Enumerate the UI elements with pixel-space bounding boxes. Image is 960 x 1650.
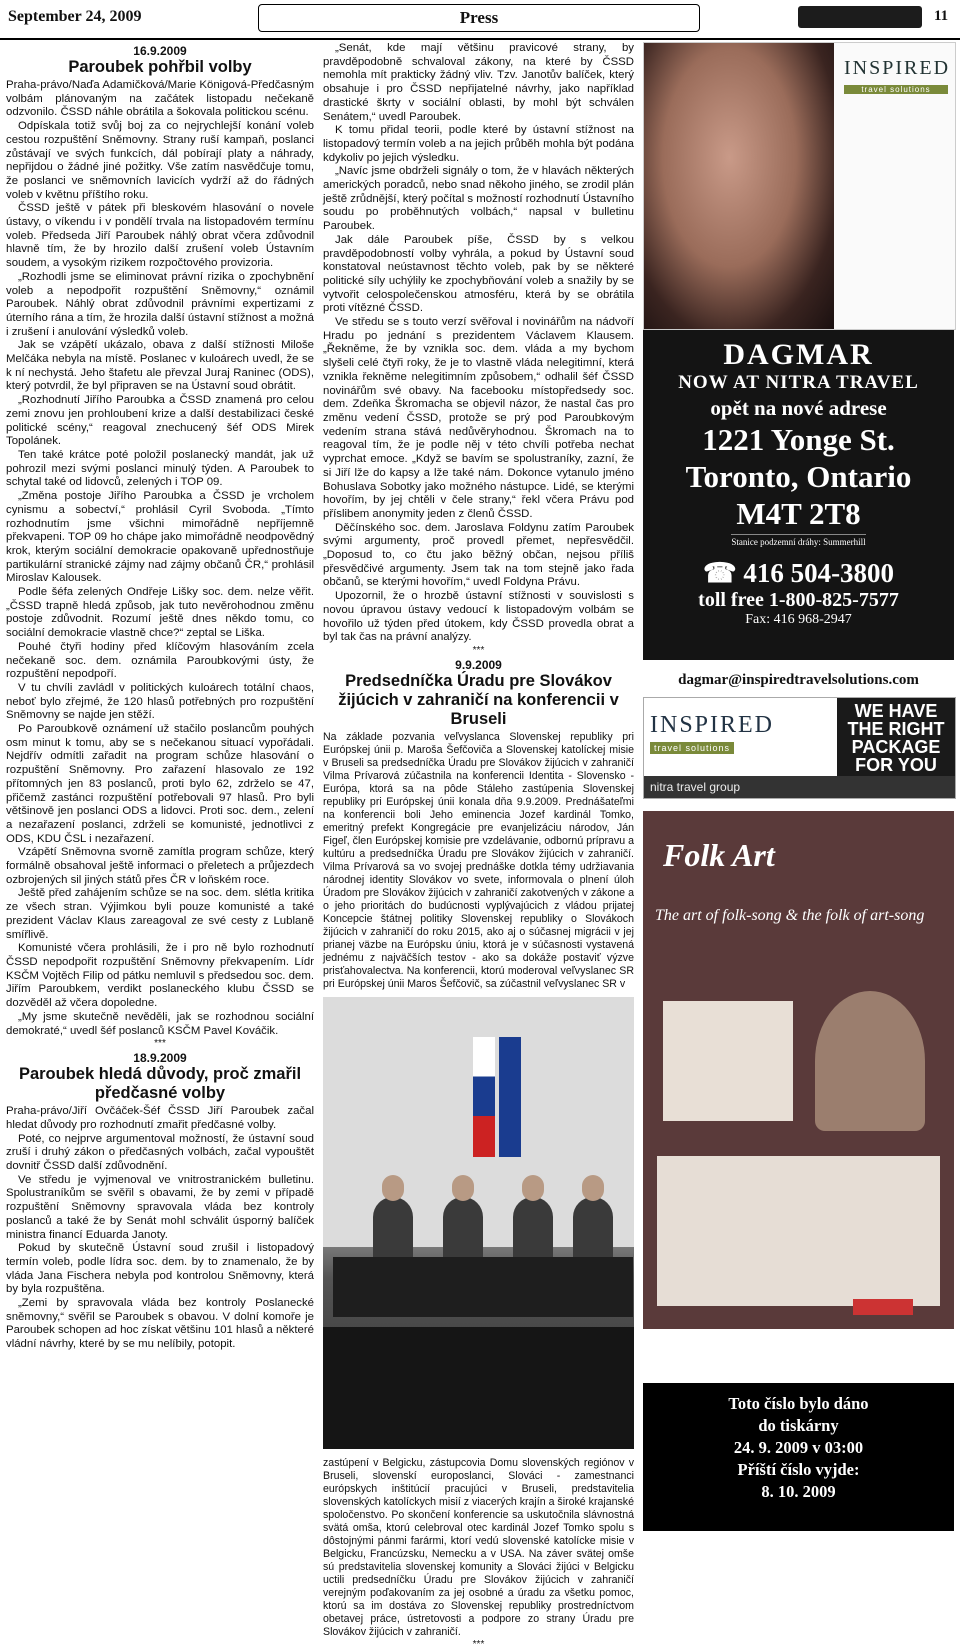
article-paragraph: Ve středu je vyjmenoval ve vnitrostranickém bulletinu. Spolustraníkům se svěřil s obavami, že by zemi v případě rozpuštění Sněmovny spravovala vláda bez kontroly poslanců a také že by Senát mohl schválit úsporný balíček ministra financí Eduarda Janoty.	[6, 1173, 314, 1241]
section-separator: ***	[472, 644, 485, 656]
print-info-line: Příští číslo vyjde:	[737, 1460, 860, 1479]
ad-subheadline: The art of folk-song & the folk of art-song	[655, 907, 925, 924]
print-info-line: Toto číslo bylo dáno	[728, 1394, 869, 1413]
print-info-line: 24. 9. 2009 v 03:00	[733, 1438, 864, 1457]
article-date: 18.9.2009	[133, 1051, 187, 1066]
folk-art-illustration	[815, 991, 925, 1131]
column-2	[323, 42, 634, 1650]
audience	[323, 1327, 634, 1449]
article-title: Paroubek hledá důvody, proč zmařil předčasné volby	[18, 1065, 302, 1103]
article-paragraph: Po Paroubkově oznámení už stačilo poslancům pouhých osm minut k tomu, aby se s nečekanou situací vypořádali. Nejdřív odmítli zařadit na program schůze hlasování o rozpuštění Sněmovny. Pro zařazení hlasovalo ze 192 přítomných jen 83 poslanců, proti bylo 62, zdrželo se 47, přičemž zastánci rozpuštění potřebovali 97 hlasů. Pro byli většinově jen poslanci ODS a lidovci. Proti soc. dem., zelení a nezařazení poslanci, zdrželi se komunisté, jednotlivci z ODS, KDU ČSL i nezařazení.	[6, 723, 314, 845]
article-paragraph: Podle šéfa zelených Ondřeje Lišky soc. dem. nelze věřit. „ČSSD trapně hledá způsob, jak tuto nevěrohodnou změnu postoje zdůvodnit. Rozumí ještě dnes někdo tomu, co sociální demokracie vlastně chce?“ zeptal se Liška.	[6, 586, 314, 640]
dagmar-nitra-ad	[643, 330, 954, 660]
advert-column	[643, 42, 954, 1531]
ad-details-box	[657, 1156, 940, 1306]
article-paragraph: Jak se vzápětí ukázalo, obava z další stížnosti Miloše Melčáka nebyla na místě. Poslanec v kuloárech uvedl, že se k ní nechystá. Jeho štafetu ale převzal Juraj Raninec (ODS), který potvrdil, že byl připraven se na Ústavní soud obrátit.	[6, 339, 314, 393]
article-paragraph: Praha-právo/Jiří Ovčáček-Šéf ČSSD Jiří Paroubek začal hledat důvody pro rozhodnutí zmařit předčasné volby.	[6, 1105, 314, 1131]
page-header	[0, 0, 960, 40]
toll-free-number: toll free 1-800-825-7577	[698, 589, 899, 611]
article-paragraph: Na základe pozvania veľvyslanca Slovenskej republiky pri Európskej únii p. Maroša Šefčoviča a Slovenskej katolíckej misie v Bruseli sa predsedníčka Úradu pre Slovákov žijúcich v zahraničí Vilma Prívarová zúčastnila na konferencii Identita - Slovensko - Európa, ktorá sa na pôde Stáleho zastúpenia Slovenskej republiky pri Európskej únii konala dňa 9.9.2009. Prednášateľmi na konferencii boli Jeho eminencia Jozef kardinál Tomko, emeritný prefekt Kongregácie pre evanjelizáciu národov, Ján Figeľ, člen Európskej komisie pre vzdelávanie, odbornú prípravu a kultúru a predsedníčka Úradu pre Slovákov žijúcich v zahraničí. Vilma Prívarová sa vo svojej prednáške dotkla témy udržiavania národnej identity Slovákov vo svete, informovala o plnení úloh Úradom pre Slovákov žijúcich v zahraničí zakotvených v zákone a o jeho prioritách do budúcnosti vyplývajúcich z vládou prijatej Koncepcie štátnej politiky Slovenskej republiky o Slovákoch žijúcich v zahraničí do roku 2015, ako aj o súčasnej migrácii v jej prianej väzbe na Európsku úniu, ktorá je v súčasnosti vystavená jednému z najväčších testov - ako sa dokáže postaviť výzve prisťahovalectva. Na konferencii, ktorú moderoval veľvyslanec SR pri Európskej únii Maros Šefčovič, sa zúčastnil veľvyslanec SR v	[323, 730, 634, 990]
article-paragraph: „Změna postoje Jiřího Paroubka a ČSSD je vrcholem cynismu a sobectví,“ prohlásil Cyril Svoboda. „Tímto rozhodnutím jsme všichni mimořádně nepříjemně překvapeni. TOP 09 ho chápe jako mimořádně neodpovědný krok, kterým sociální demokracie opakovaně upřednostňuje partikulární stranické zájmy nad zájmy občanů ČR,“ prohlásil Miroslav Kalousek.	[6, 490, 314, 585]
article-paragraph: „Rozhodli jsme se eliminovat právní rizika o zpochybnění voleb a nepodpořit rozpuštění Sněmovny,“ oznámil Paroubek. Náhlý obrat zdůvodnil právními expertizami z úterního rána a tím, že hrozila další ústavní stížnost a možná i zrušení i anulování výsledků voleb.	[6, 270, 314, 338]
article-paragraph: „Rozhodnutí Jiřího Paroubka a ČSSD znamená pro celou zemi znovu jen prohloubení krize a další destabilizaci české politické scény,“ reagoval znechucený šéf ODS Mirek Topolánek.	[6, 394, 314, 448]
ad-slogan: WE HAVE THE RIGHT PACKAGE FOR YOU	[837, 698, 955, 780]
print-info-line: do tiskárny	[758, 1416, 839, 1435]
phone-number: ☎ 416 504-3800	[702, 558, 895, 588]
article-date: 16.9.2009	[133, 44, 187, 58]
article-paragraph: Ještě před zahájením schůze se na soc. dem. slétla kritika ze všech stran. Výjimkou byli pouze komunisté a také prezident Václav Klaus zareagoval ze své cesty z Lublaně smířlivě.	[6, 887, 314, 941]
article-paragraph: zastúpení v Belgicku, zástupcovia Domu slovenských regiónov v Bruseli, slovenskí europoslanci, Slováci - zamestnanci európskych inštitúcií pracujúci v Bruseli, predstavitelia slovenských katolíckych misií z viacerých krajín a široké krajanské spoločenstvo. Po skončení konferencie sa uskutočnila slávnostná svätá omša, ktorú celebroval otec kardinál Jozef Tomko spolu s dôstojnými pánmi farármi, ktorí vedú slovenské katolícke misie v Belgicku, Francúzsku, Nemecku a v USA. Na záver svätej omše sú predstavitelia slovenskej komunity a Slováci žijúci v Belgicku uctili predsedníčku Úradu pre Slovákov žijúcich v zahraničí verejným poďakovaním za jej osobné a úradu za všetku pomoc, ktorú sa im dostáva zo Slovenskej republiky prostredníctvom obetavej práce, ústretovosti a podpore zo strany Úradu pre Slovákov žijúcich v zahraničí.	[323, 1456, 634, 1638]
article-title: Predsedníčka Úradu pre Slovákov žijúcich v zahraničí na konferencii v Bruseli	[338, 671, 619, 728]
folk-art-ad	[643, 811, 954, 1329]
brand-name: INSPIRED	[844, 57, 951, 79]
person	[382, 1175, 404, 1201]
article-paragraph: Poté, co nejprve argumentoval možností, že ústavní soud zruší i druhý zákon o předčasných volbách, začal vypouštět dovnitř ČSSD další zdůvodnění.	[6, 1132, 314, 1173]
ad-list-box	[663, 1001, 793, 1121]
article-paragraph: Pokud by skutečně Ústavní soud zrušil i listopadový termín voleb, podle lídra soc. dem. by to znamenalo, že by vláda Jana Fischera nebyla pod kontrolou Sněmovny, která by byla rozpuštěna.	[6, 1242, 314, 1296]
article-paragraph: V tu chvíli zavládl v politických kuloárech totální chaos, neboť bylo zřejmé, že 120 hlasů potřebných pro rozpuštění Sněmovny se najde jen stěží.	[6, 681, 314, 722]
brand-tagline: travel solutions	[844, 85, 948, 94]
article-paragraph: Děčínského soc. dem. Jaroslava Foldynu zatím Paroubek svými argumenty, proč provedl přemet, nepřesvědčil. „Doposud to, co čtu jako běžný občan, nejsou příliš přesvědčivé argumenty. Jsem tak na tom stejně jako řada občanů, se kterými hovořím,“ uvedl Foldyna Právu.	[323, 521, 634, 589]
brand-name: INSPIRED	[650, 712, 775, 738]
address-line: Toronto, Ontario	[685, 459, 912, 494]
conference-photo	[323, 997, 634, 1449]
sponsor-logo	[853, 1299, 913, 1315]
person	[582, 1175, 604, 1201]
article-paragraph: Pouhé čtyři hodiny před klíčovým hlasováním zcela nečekaně soc. dem. oznámila Paroubkovými ústy, že rozpuštění nepodpoří.	[6, 640, 314, 681]
agent-portrait	[644, 43, 834, 329]
inspired-package-ad	[643, 697, 956, 799]
subway-note: Stanice podzemní dráhy: Summerhill	[731, 534, 865, 547]
section-separator: ***	[154, 1038, 166, 1050]
section-title: Press	[258, 4, 700, 32]
article-date: 9.9.2009	[455, 657, 502, 672]
article-paragraph: Jak dále Paroubek píše, ČSSD by s velkou pravděpodobností volby vyhrála, a pokud by Ústavní soud konstatoval neústavnost těchto voleb, pak by se některé politické síly uchýlily ke zpochybňování voleb a snažily by se vytvořit celospolečenskou atmosféru, která by se obrátila proti vítězné ČSSD.	[323, 233, 634, 315]
article-paragraph: „Senát, kde mají většinu pravicové strany, by pravděpodobně schvaloval zákony, na které by ČSSD nemohla mít prakticky žádný vliv. Tzv. Janotův balíček, který obsahuje i pro ČSSD nepřijatelné návrhy, jako například drastické škrty v sociální oblasti, by mohl být schválen Senátem,“ uvedl Paroubek.	[323, 42, 634, 123]
article-paragraph: „Navíc jsme obdrželi signály o tom, že v hlavách některých amerických poradců, nebo snad někoho jiného, se zrodil plán ještě zrůdnější, který počítal s možností rozhodnutí Ústavního soudu po proběhnutých volbách,“ napsal v bulletinu Paroubek.	[323, 165, 634, 233]
address-line: 1221 Yonge St.	[702, 422, 895, 457]
article-paragraph: Ve středu se s touto verzí svěřoval i novinářům na nádvoří Hradu po jednání s prezidentem Václavem Klausem. „Řekněme, že by vznikla soc. dem. vláda a my bychom slyšeli celé čtyři roky, že je to vlastně vláda nelegitimní, která vznikla řekněme nelegitimním způsobem,“ odhalil šéf ČSSD novinářům své obavy. Na facebooku místopředsedy soc. dem. Zdeňka Škromacha se objevil názor, že nastal čas pro změnu vedení ČSSD, protože se prý pod Paroubkovým vedením strana stává nedůvěryhodnou. Škromach na to reagoval tím, že je podle něj v této chvíli potřeba nechat vyprchat emoce. „Když se bavím se spolustraníky, zazní, že si Jiří lže do kapsy a lže také nám. Dokonce vytanulo jméno Bohuslava Sobotky jako možného nástupce. Lidé, se kterými hovořím, by jej chtěli v čele strany,“ řekl včera Právu pod příslibem anonymity jeden z členů ČSSD.	[323, 316, 634, 520]
column-1	[6, 42, 314, 1352]
inspired-travel-ad	[643, 42, 956, 330]
ad-headline: DAGMAR	[723, 338, 874, 371]
article-paragraph: Komunisté včera prohlásili, že i pro ně bylo rozhodnutí ČSSD nepodpořit rozpuštění Sněmovny překvapením. Lídr KSČM Vojtěch Filip od pátku nemluvil s předsedou soc. dem. Jiřím Paroubkem, verdikt poslaneckého klubu ČSSD se dozvěděl až včera dopoledne.	[6, 942, 314, 1010]
section-separator: ***	[472, 1638, 485, 1650]
article-paragraph: Upozornil, že o hrozbě ústavní stížnosti v souvislosti s novou úpravou ústavy vedoucí k listopadovým volbám se hovořilo už týden před útokem, kdy ČSSD provedla obrat a byl tak čas na právní analýzy.	[323, 590, 634, 644]
person	[522, 1175, 544, 1201]
article-paragraph: K tomu přidal teorii, podle které by ústavní stížnost na listopadový termín voleb a na jejich průběh mohla být podána kdykoliv po jejich výsledku.	[323, 124, 634, 164]
article-paragraph: ČSSD ještě v pátek při bleskovém hlasování o novele ústavy, o víkendu i v pondělí trvala na listopadovém termínu voleb. Předseda Jiří Paroubek náhlý obrat včera zdůvodnil hlavně tím, že by hrozilo další zrušení voleb Ústavním soudem, a vysokým rizikem rozpočtového provizoria.	[6, 202, 314, 270]
brand-tagline: travel solutions	[650, 742, 734, 754]
print-info-box	[643, 1383, 954, 1531]
email-address: dagmar@inspiredtravelsolutions.com	[678, 672, 919, 688]
flag	[473, 1037, 495, 1157]
article-paragraph: Praha-právo/Naďa Adamičková/Marie Königová-Předčasným volbám plánovaným na začátek listopadu nečekaně odzvonilo. ČSSD náhle obrátila a šokovala politickou scénu.	[6, 79, 314, 119]
ad-note: opět na nové adrese	[710, 396, 887, 420]
fax-number: Fax: 416 968-2947	[745, 612, 852, 627]
article-paragraph: „My jsme skutečně nevěděli, jak se rozhodnou sociální demokraté,“ uvedl šéf poslanců KSČM Pavel Kováčik.	[6, 1010, 314, 1037]
panel-table	[333, 1257, 633, 1317]
issue-date: September 24, 2009	[8, 8, 142, 25]
article-paragraph: Vzápětí Sněmovna svorně zamítla program schůze, který formálně obsahoval ještě informaci o přeletech a průjezdech ozbrojených sil jiných států přes ČR v loňském roce.	[6, 846, 314, 886]
article-paragraph: „Zemi by spravovala vláda bez kontroly Poslanecké sněmovny,“ svěřil se Paroubek s obavou. V dolní komoře je Paroubek schopen ad hoc získat většinu 101 hlasů a některé vládní návrhy, které by se mu nelíbily, potopit.	[6, 1297, 314, 1351]
flag	[499, 1037, 521, 1157]
article-paragraph: Ten také krátce poté položil poslanecký mandát, jak už pohrozil mezi svými poslanci minulý týden. A Paroubek to schytal také od lidovců, zelených i TOP 09.	[6, 448, 314, 489]
print-info-line: 8. 10. 2009	[761, 1482, 836, 1501]
address-line: M4T 2T8	[736, 496, 861, 531]
ad-headline: Folk Art	[663, 837, 775, 873]
article-title: Paroubek pohřbil volby	[68, 58, 252, 76]
page-number: 11	[934, 8, 949, 24]
masthead-logo	[798, 6, 922, 28]
article-paragraph: Odpískala totiž svůj boj za co nejrychlejší konání voleb cestou rozpuštění Sněmovny. Strany ruší kampaň, poslanci zůstávají ve svých funkcích, dál pobírají platy a náhrady, nepřijdou o žádné jiné požitky. Vše zatím nasvědčuje tomu, že poslanci ve sněmovních lavicích vydrží až do řádných voleb v květnu příštího roku.	[6, 120, 314, 201]
person	[452, 1175, 474, 1201]
group-name: nitra travel group	[644, 776, 956, 798]
ad-subheadline: NOW AT NITRA TRAVEL	[678, 372, 919, 393]
